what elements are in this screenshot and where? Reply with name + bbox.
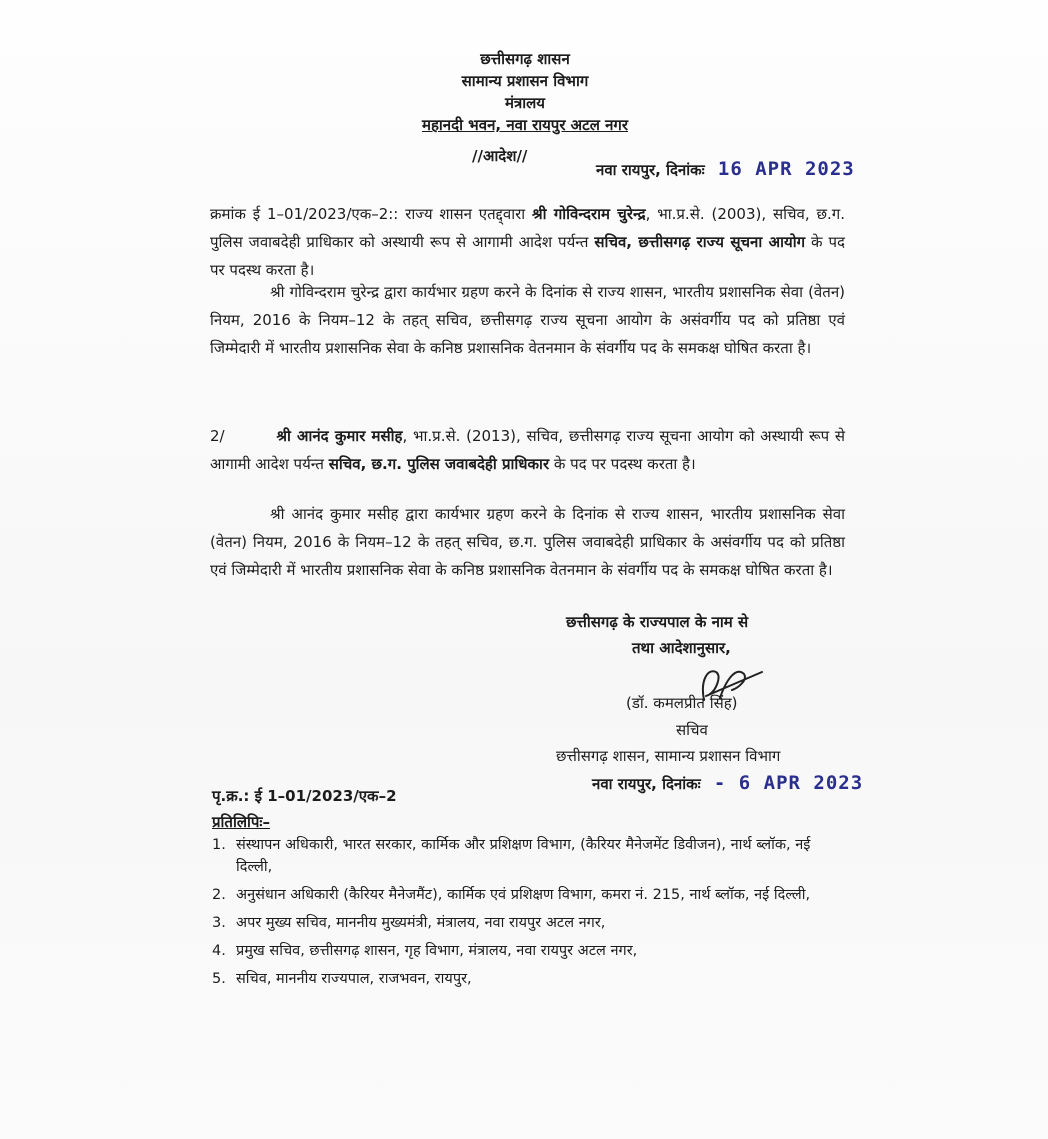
signature-authority-line2: तथा आदेशानुसार, (632, 639, 731, 657)
endorsement-reference: पृ.क्र.: ई 1–01/2023/एक–2 (212, 787, 397, 805)
signatory-designation: सचिव (676, 721, 708, 739)
para3-number: 2/ (210, 427, 225, 445)
letterhead-department: सामान्य प्रशासन विभाग (461, 72, 589, 90)
order-paragraph-1 (210, 200, 845, 284)
copy-to-heading: प्रतिलिपिः– (212, 813, 270, 831)
signatory-name: (डॉ. कमलप्रीत सिंह) (626, 694, 738, 712)
signature-date-stamp: - 6 APR 2023 (713, 772, 864, 794)
letterhead-address: महानदी भवन, नवा रायपुर अटल नगर (421, 116, 629, 134)
order-date-stamp: 16 APR 2023 (717, 158, 855, 180)
list-item-number: 2. (212, 887, 226, 903)
para1-text-e: के पद पर पदस्थ करता है। (210, 233, 845, 279)
copy-to-list (212, 834, 847, 996)
para1-text-c: , भा.प्र.से. (2003), सचिव, छ.ग. पुलिस जवाबदेही प्राधिकार को अस्थायी रूप से आगामी आदेश पर्यन्त (210, 205, 845, 251)
order-date-label: नवा रायपुर, दिनांकः (596, 161, 705, 179)
order-title: //आदेश// (472, 147, 528, 165)
list-item (212, 940, 847, 962)
letterhead (380, 48, 670, 136)
list-item-number: 3. (212, 915, 226, 931)
list-item-text: संस्थापन अधिकारी, भारत सरकार, कार्मिक और प्रशिक्षण विभाग, (कैरियर मैनेजमेंट डिवीजन), नार्थ ब्लॉक, नई दिल्ली, (236, 837, 811, 875)
signatory-department: छत्तीसगढ़ शासन, सामान्य प्रशासन विभाग (556, 747, 781, 765)
letterhead-government: छत्तीसगढ़ शासन (480, 50, 570, 68)
para3-text-e: के पद पर पदस्थ करता है। (549, 455, 696, 473)
para3-officer-name: श्री आनंद कुमार मसीह (276, 427, 403, 445)
order-date-line (596, 158, 855, 180)
order-paragraph-2: श्री गोविन्दराम चुरेन्द्र द्वारा कार्यभार ग्रहण करने के दिनांक से राज्य शासन, भारतीय प्रशासनिक सेवा (वेतन) नियम, 2016 के नियम–12 के तहत् सचिव, छत्तीसगढ़ राज्य सूचना आयोग के असंवर्गीय पद को प्रतिष्ठा एवं जिम्मेदारी में भारतीय प्रशासनिक सेवा के कनिष्ठ प्रशासनिक वेतनमान के संवर्गीय पद के समकक्ष घोषित करता है। (210, 283, 845, 357)
list-item (212, 834, 847, 878)
para1-post: सचिव, छत्तीसगढ़ राज्य सूचना आयोग (594, 233, 806, 251)
para1-text-a: क्रमांक ई 1–01/2023/एक–2:: राज्य शासन एतद्द्वारा (210, 205, 533, 223)
list-item-number: 1. (212, 837, 226, 853)
list-item-text: अनुसंधान अधिकारी (कैरियर मैनेजमैंट), कार्मिक एवं प्रशिक्षण विभाग, कमरा नं. 215, नार्थ ब्लॉक, नई दिल्ली, (236, 887, 811, 903)
para3-text-c: , भा.प्र.से. (2013), सचिव, छत्तीसगढ़ राज्य सूचना आयोग को अस्थायी रूप से आगामी आदेश पर्यन्त (210, 427, 845, 473)
list-item (212, 968, 847, 990)
signature-date-label: नवा रायपुर, दिनांकः (592, 775, 701, 793)
list-item (212, 884, 847, 906)
para3-post: सचिव, छ.ग. पुलिस जवाबदेही प्राधिकार (328, 455, 550, 473)
para1-officer-name: श्री गोविन्दराम चुरेन्द्र (532, 205, 646, 223)
list-item-number: 4. (212, 943, 226, 959)
letterhead-ministry: मंत्रालय (504, 94, 545, 112)
list-item-text: अपर मुख्य सचिव, माननीय मुख्यमंत्री, मंत्रालय, नवा रायपुर अटल नगर, (236, 915, 606, 931)
signature-authority-line1: छत्तीसगढ़ के राज्यपाल के नाम से (566, 613, 749, 631)
list-item-text: सचिव, माननीय राज्यपाल, राजभवन, रायपुर, (236, 971, 472, 987)
signature-date-line (592, 772, 863, 794)
list-item-text: प्रमुख सचिव, छत्तीसगढ़ शासन, गृह विभाग, मंत्रालय, नवा रायपुर अटल नगर, (236, 943, 638, 959)
list-item (212, 912, 847, 934)
list-item-number: 5. (212, 971, 226, 987)
order-paragraph-3 (210, 422, 845, 478)
order-paragraph-4: श्री आनंद कुमार मसीह द्वारा कार्यभार ग्रहण करने के दिनांक से राज्य शासन, भारतीय प्रशासनिक सेवा (वेतन) नियम, 2016 के नियम–12 के तहत् सचिव, छ.ग. पुलिस जवाबदेही प्राधिकार के असंवर्गीय पद को प्रतिष्ठा एवं जिम्मेदारी में भारतीय प्रशासनिक सेवा के कनिष्ठ प्रशासनिक वेतनमान के संवर्गीय पद के समकक्ष घोषित करता है। (210, 505, 845, 579)
